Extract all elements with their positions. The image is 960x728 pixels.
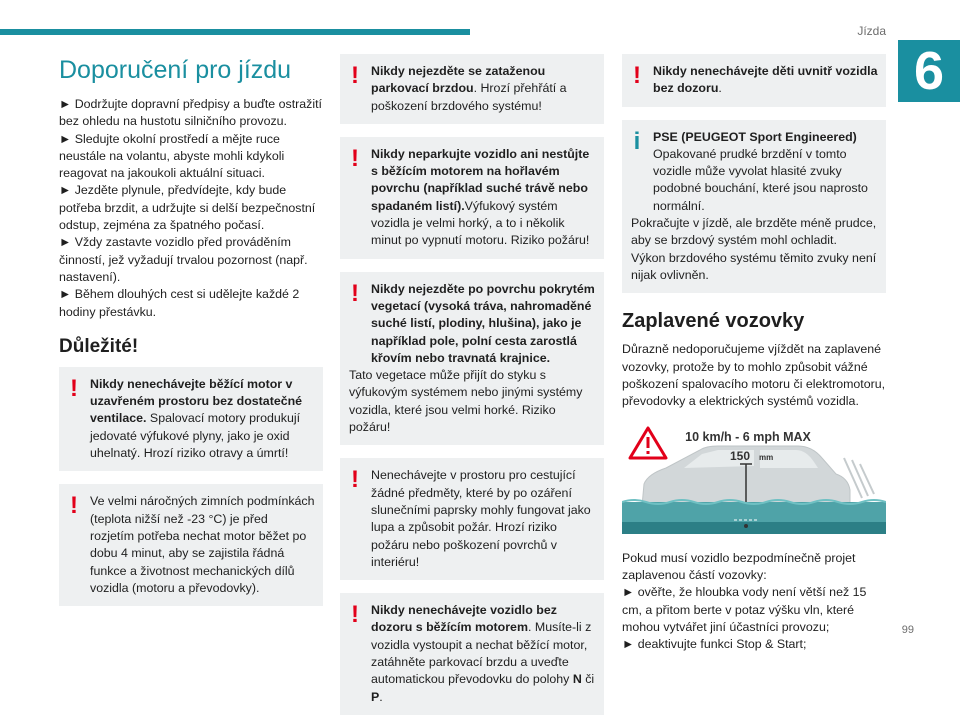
warning-box [340,137,604,259]
warning-icon: ! [351,62,359,89]
warning-text: . [718,81,722,96]
header-accent-bar [0,29,470,35]
warning-box [340,54,604,124]
warning-text: . Musíte-li z vozidla vystoupit a nechat běžící motor, zatáhněte parkovací brzdu a uveďte automatickou převodovku do polohy [371,620,592,687]
warning-icon: ! [351,144,359,172]
warning-icon: ! [351,466,359,494]
flood-condition: Pokud musí vozidlo bezpodmínečně projet zaplavenou částí vozovky: [622,550,856,583]
gear-p-label: P [371,689,380,704]
info-bold-text: PSE (PEUGEOT Sport Engineered) [653,129,857,144]
speed-limit-text: 10 km/h - 6 mph MAX [685,430,811,445]
warning-text: či [581,672,595,687]
info-icon: i [633,127,641,155]
car-in-water-image [622,424,886,534]
warning-box [340,458,604,580]
info-text: Výkon brzdového systému těmito zvuky není nijak ovlivněn. [631,250,877,282]
warning-bold-text: Nikdy neparkujte vozidlo ani nestůjte s běžícím motorem na hořlavém povrchu (například suché trávě nebo spadaném listí). [371,146,590,213]
warning-box [340,593,604,715]
info-box [622,120,886,294]
info-text: Pokračujte v jízdě, ale brzděte méně prudce, aby se brzdový systém mohl ochladit. [631,216,877,248]
depth-unit: mm [759,453,774,463]
warning-icon: ! [70,492,78,520]
warning-text: Nenechávejte v prostoru pro cestující žádné předměty, které by po ozáření slunečními paprsky mohly fungovat jako lupa a způsobit požár. Hrozí riziko požáru nebo poškození povrchů v interiéru! [371,468,591,569]
warning-icon: ! [351,279,359,307]
flood-illustration [622,424,886,539]
page-number: 99 [901,624,914,636]
warning-box [59,484,323,606]
flood-heading: Zaplavené vozovky [622,310,805,333]
warning-icon: ! [633,62,641,89]
list-item: ► Sledujte okolní prostředí a mějte ruce neustále na volantu, abyste mohli kdykoli reagovat na jakoukoli aktuální situaci. [59,131,285,181]
important-heading: Důležité! [59,335,139,357]
warning-bold-text: Nikdy nejezděte po povrchu pokrytém vegetací (vysoká tráva, nahromaděné suché listí, plodiny, hlušina), jako je například pole, polní cesta zarostlá křovím nebo travnatá krajnice. [371,281,595,365]
list-item: ► deaktivujte funkci Stop & Start; [622,637,807,652]
warning-icon: ! [70,374,78,402]
list-item: ► Dodržujte dopravní předpisy a buďte ostražití bez ohledu na hustotu silničního provozu. [59,97,323,129]
warning-text: Spalovací motory produkují jedovaté výfukové plyny, jako je oxid uhelnatý. Hrozí riziko otravy a úmrtí! [90,411,301,461]
warning-text: . Hrozí přehřátí a poškození brzdového systému! [371,81,567,113]
warning-bold-text: Nikdy nenechávejte vozidlo bez dozoru s běžícím motorem [371,603,557,635]
warning-text: Ve velmi náročných zimních podmínkách (teplota nižší než -23 °C) je před rozjetím potřeba nechat motor běžet po dobu 4 minut, aby se zajistila řádná funkce a životnost mechanických dílů vozidla (motoru a převodovky). [90,494,315,595]
list-item: ► ověřte, že hloubka vody není větší než 15 cm, a přitom berte v potaz výšku vln, které mohou vytvářet jiní účastníci provozu; [622,585,867,634]
warning-bold-text: Nikdy nejezděte se zataženou parkovací brzdou [371,64,546,96]
info-text: Opakované prudké brzdění v tomto vozidle může vyvolat hlasité zvuky podobné bouchání, které jsou naprosto normální. [653,146,868,213]
warning-bold-text: Nikdy nenechávejte děti uvnitř vozidla bez dozoru [653,64,878,96]
list-item: ► Jezděte plynule, předvídejte, kdy bude potřeba brzdit, a udržujte si delší bezpečnostní odstup, zejména za špatného počasí. [59,183,316,233]
flood-intro: Důrazně nedoporučujeme vjíždět na zaplavené vozovky, protože by to mohlo způsobit vážné poškození spalovacího motoru či elektromotoru, převodovky a elektrických systémů vozidla. [622,342,886,409]
depth-value: 150 [729,449,751,464]
warning-bold-text: Nikdy nenechávejte běžící motor v uzavřeném prostoru bez dostatečné ventilace. [90,376,303,426]
list-item: ► Vždy zastavte vozidlo před prováděním činností, jež vyžadují trvalou pozornost (např. nastavení). [59,235,308,284]
gear-n-label: N [572,672,582,687]
chapter-number: 6 [898,40,960,102]
column-left [59,54,323,619]
warning-text: . [379,689,383,704]
section-label: Jízda [857,24,886,38]
list-item: ► Během dlouhých cest si udělejte každé 2 hodiny přestávku. [59,287,300,319]
warning-icon: ! [351,601,359,629]
warning-triangle-icon [630,428,666,458]
warning-box [340,272,604,446]
page-title: Doporučení pro jízdu [59,56,292,84]
warning-text: Výfukový systém vozidla je velmi horký, a to i několik minut po vypnutí motoru. Riziko požáru! [371,198,590,248]
column-right [622,54,886,654]
warning-box [622,54,886,107]
warning-box [59,367,323,471]
warning-text: Tato vegetace může přijít do styku s výfukovým systémem nebo jinými systémy vozidla, které jsou velmi horké. Riziko požáru! [349,368,583,435]
column-middle [340,54,604,728]
